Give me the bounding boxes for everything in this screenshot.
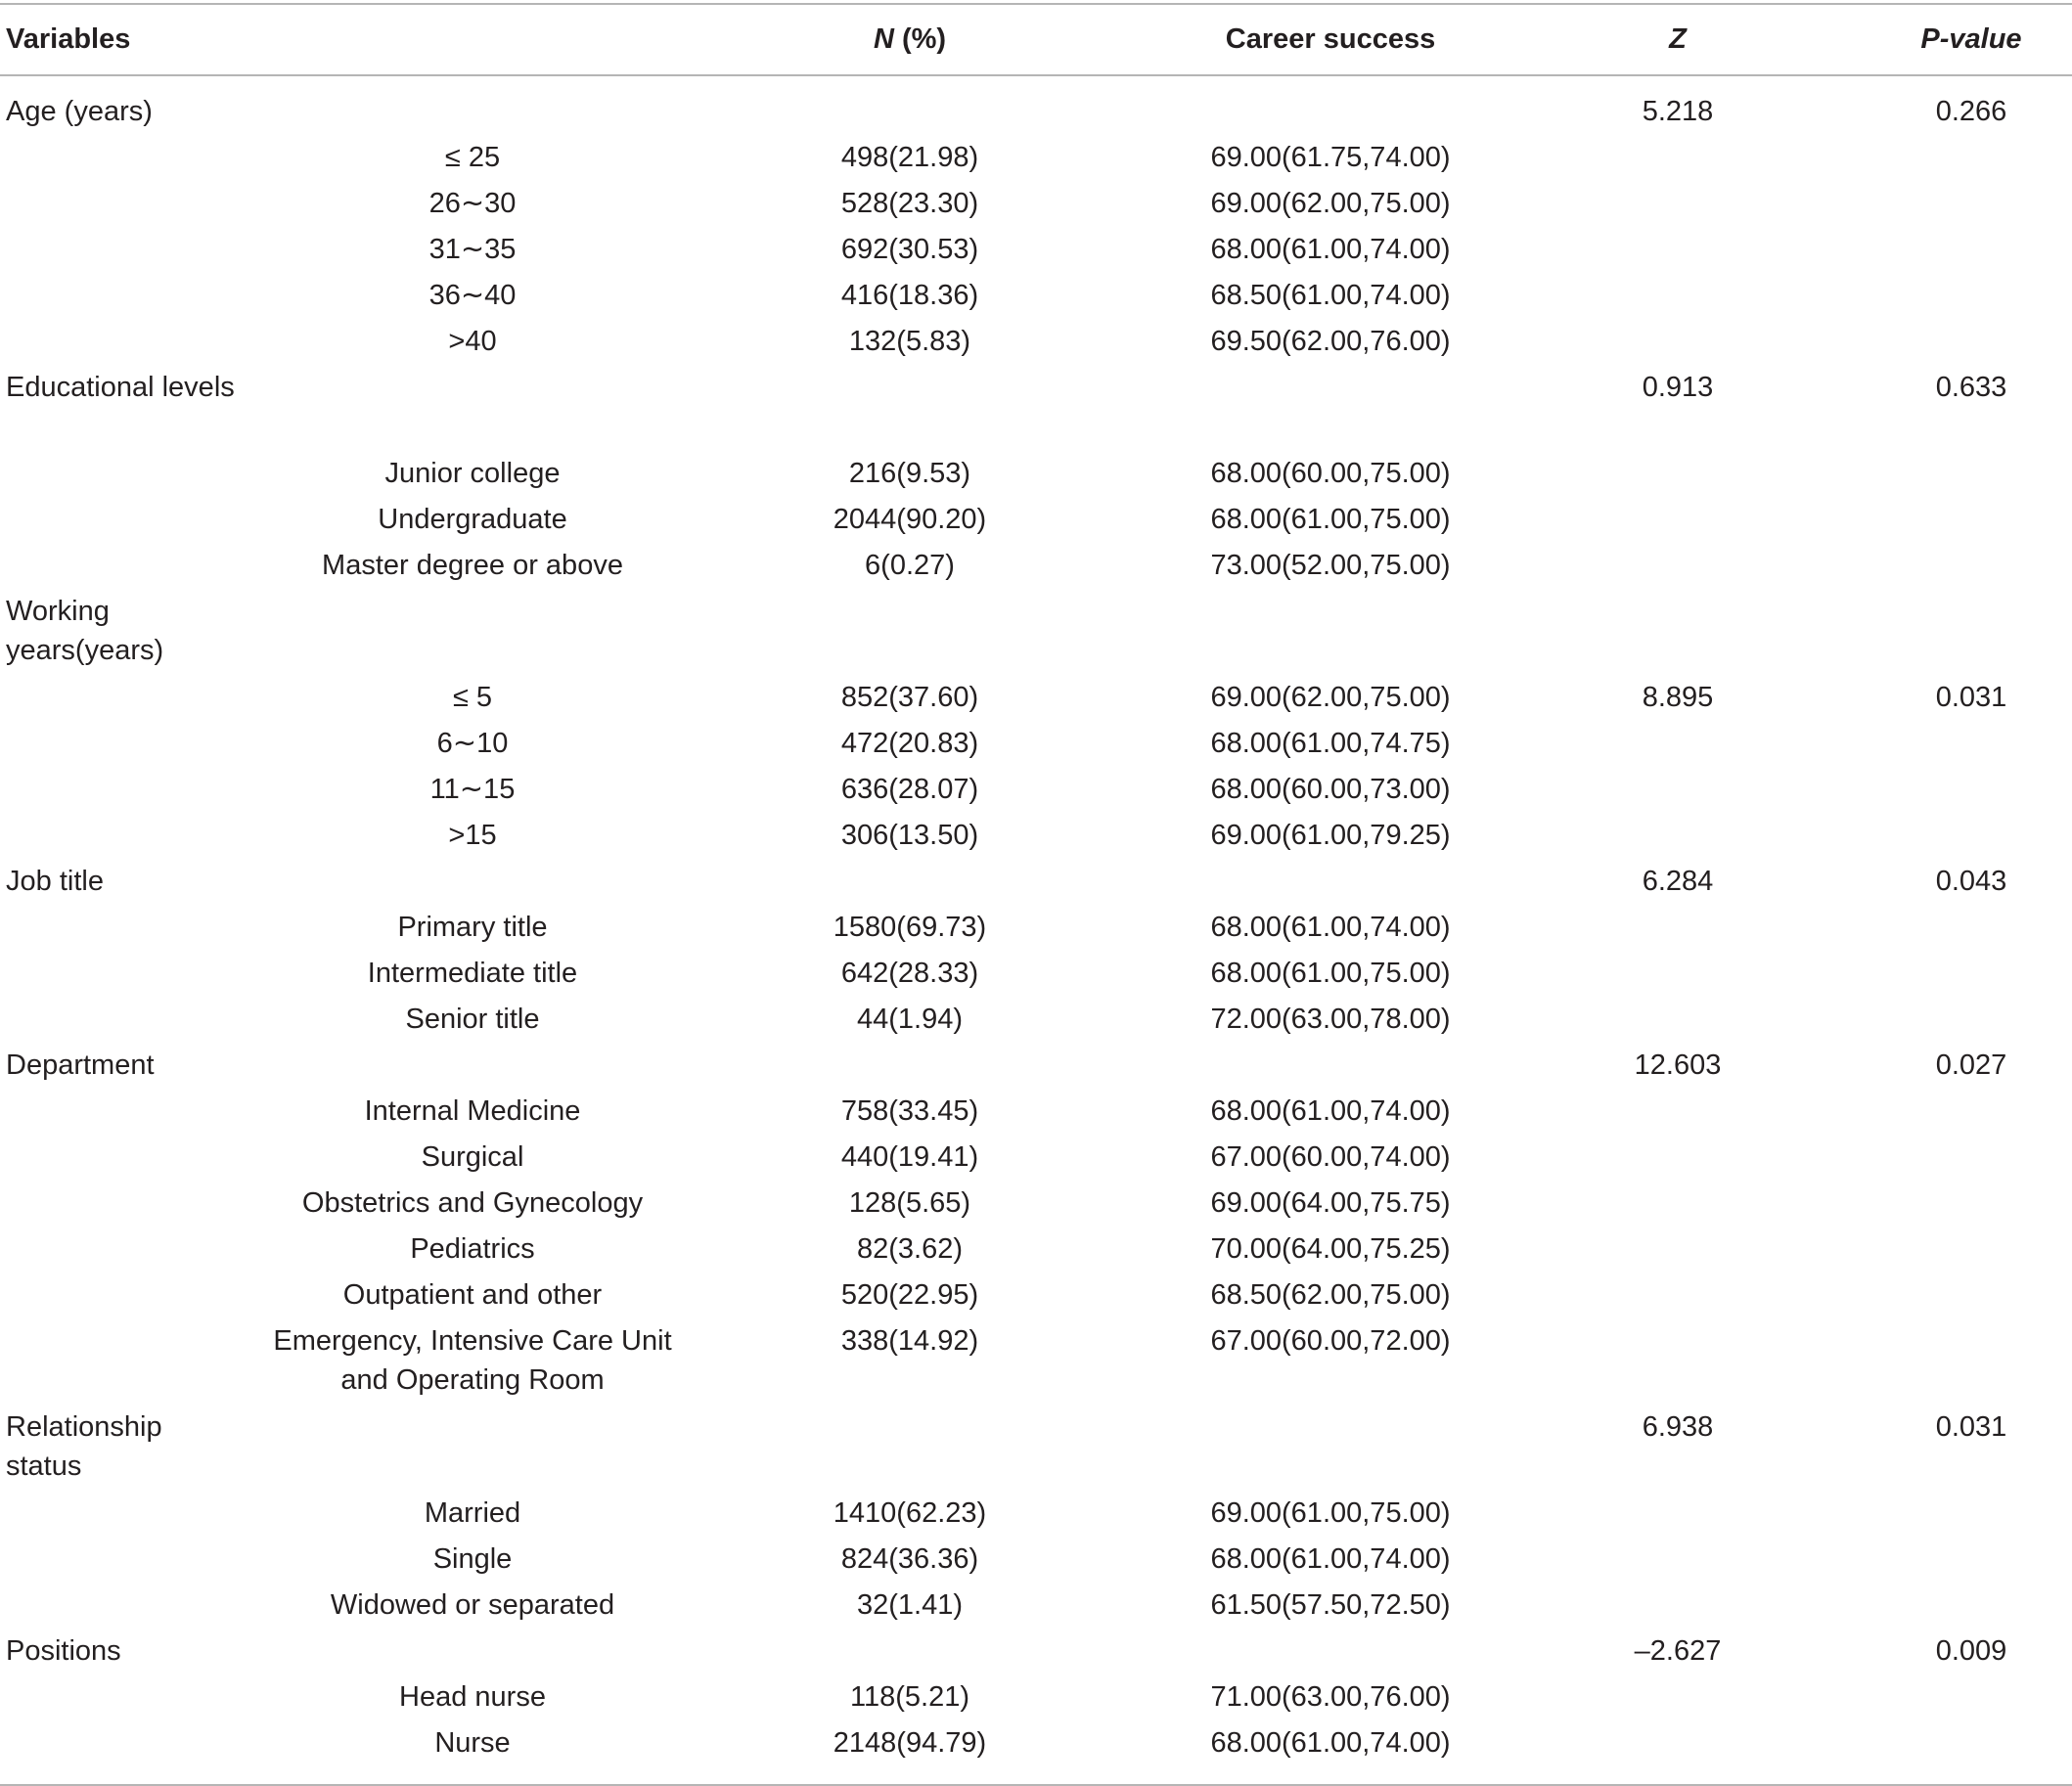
- header-p-value: [1873, 20, 2069, 59]
- group-label: Positions: [6, 1635, 121, 1667]
- n-percent-cell: 636(28.07): [840, 774, 979, 805]
- n-percent-cell: 852(37.60): [840, 682, 979, 713]
- career-success-cell: 68.00(61.00,75.00): [1210, 504, 1451, 535]
- category-label: 6∼10: [436, 728, 509, 759]
- n-percent-cell: 520(22.95): [840, 1279, 979, 1311]
- p-value-cell: 0.043: [1935, 866, 2007, 897]
- n-percent-cell: 528(23.30): [840, 188, 979, 219]
- n-percent-cell: 338(14.92): [840, 1325, 979, 1357]
- table-row: [0, 1272, 2072, 1317]
- z-cell: 8.895: [1642, 682, 1714, 713]
- category-label: Head nurse: [399, 1681, 546, 1713]
- table-row: [0, 720, 2072, 766]
- n-percent-cell: 440(19.41): [840, 1141, 979, 1173]
- category-label: 26∼30: [428, 188, 517, 219]
- n-percent-cell: 642(28.33): [840, 958, 979, 989]
- n-percent-cell: 82(3.62): [856, 1233, 963, 1265]
- p-value-cell: 0.027: [1935, 1049, 2007, 1081]
- career-success-cell: 68.00(60.00,73.00): [1210, 774, 1451, 805]
- table-group-row: [0, 364, 2072, 450]
- table-row: [0, 904, 2072, 950]
- category-label: Obstetrics and Gynecology: [301, 1187, 644, 1219]
- table-group-row: [0, 1628, 2072, 1674]
- p-value-cell: 0.009: [1935, 1635, 2007, 1667]
- table-row: [0, 226, 2072, 272]
- header-z-italic: Z: [1669, 23, 1687, 55]
- header-n-italic: N: [873, 23, 894, 55]
- header-n-rest: (%): [893, 23, 947, 55]
- header-n-percent: [812, 20, 1008, 59]
- z-cell: 12.603: [1634, 1049, 1722, 1081]
- table-row: [0, 1317, 2072, 1404]
- category-label: 31∼35: [428, 234, 517, 265]
- category-label: ≤ 25: [444, 142, 501, 173]
- z-cell: 6.938: [1642, 1411, 1714, 1443]
- n-percent-cell: 498(21.98): [840, 142, 979, 173]
- career-success-cell: 67.00(60.00,72.00): [1210, 1325, 1451, 1357]
- category-label: >15: [448, 820, 497, 851]
- table-row: [0, 450, 2072, 496]
- table-row: [0, 134, 2072, 180]
- table-group-row: [0, 858, 2072, 904]
- table-row: [0, 1719, 2072, 1765]
- category-label: Surgical: [421, 1141, 524, 1173]
- category-label: Widowed or separated: [330, 1589, 615, 1621]
- career-success-cell: 69.00(64.00,75.75): [1210, 1187, 1451, 1219]
- header-variables: Variables: [6, 23, 131, 55]
- category-label: Emergency, Intensive Care Unit and Operating Room: [273, 1325, 672, 1396]
- table-row: [0, 496, 2072, 542]
- table-top-rule: [0, 3, 2072, 5]
- n-percent-cell: 44(1.94): [856, 1004, 963, 1035]
- category-label: Single: [432, 1543, 513, 1575]
- career-success-cell: 68.50(62.00,75.00): [1210, 1279, 1451, 1311]
- career-success-cell: 69.00(62.00,75.00): [1210, 188, 1451, 219]
- category-label: Married: [424, 1497, 521, 1529]
- p-value-cell: 0.266: [1935, 96, 2007, 127]
- career-success-cell: 71.00(63.00,76.00): [1210, 1681, 1451, 1713]
- p-value-cell: 0.031: [1935, 682, 2007, 713]
- career-success-cell: 69.00(62.00,75.00): [1210, 682, 1451, 713]
- header-p-italic: P-value: [1920, 23, 2022, 55]
- n-percent-cell: 216(9.53): [848, 458, 971, 489]
- n-percent-cell: 824(36.36): [840, 1543, 979, 1575]
- n-percent-cell: 2044(90.20): [833, 504, 987, 535]
- career-success-cell: 72.00(63.00,78.00): [1210, 1004, 1451, 1035]
- n-percent-cell: 306(13.50): [840, 820, 979, 851]
- n-percent-cell: 128(5.65): [848, 1187, 971, 1219]
- career-success-cell: 61.50(57.50,72.50): [1210, 1589, 1451, 1621]
- category-label: Outpatient and other: [342, 1279, 603, 1311]
- category-label: >40: [448, 326, 497, 357]
- n-percent-cell: 118(5.21): [850, 1681, 969, 1713]
- table-group-row: [0, 588, 2072, 674]
- group-label: Department: [6, 1049, 155, 1081]
- table-row: [0, 1674, 2072, 1719]
- p-value-cell: 0.633: [1935, 372, 2007, 403]
- z-cell: 0.913: [1642, 372, 1714, 403]
- n-percent-cell: 472(20.83): [840, 728, 979, 759]
- category-label: 36∼40: [428, 280, 517, 311]
- category-label: Primary title: [397, 912, 548, 943]
- table-group-row: [0, 1042, 2072, 1088]
- category-label: Senior title: [405, 1004, 540, 1035]
- category-label: ≤ 5: [452, 682, 493, 713]
- table-row: [0, 1088, 2072, 1134]
- table-row: [0, 1490, 2072, 1536]
- n-percent-cell: 692(30.53): [840, 234, 979, 265]
- table-row: [0, 272, 2072, 318]
- n-percent-cell: 2148(94.79): [833, 1727, 987, 1759]
- table-body: [0, 88, 2072, 1765]
- table-row: [0, 1536, 2072, 1582]
- group-label: Educational levels: [6, 372, 235, 403]
- category-label: Internal Medicine: [364, 1095, 581, 1127]
- n-percent-cell: 32(1.41): [856, 1589, 963, 1621]
- category-label: Nurse: [434, 1727, 511, 1759]
- group-label: Relationship status: [6, 1411, 162, 1482]
- category-label: Intermediate title: [367, 958, 578, 989]
- n-percent-cell: 132(5.83): [848, 326, 971, 357]
- career-success-cell: 69.00(61.00,79.25): [1210, 820, 1451, 851]
- category-label: 11∼15: [429, 774, 516, 805]
- career-success-cell: 68.00(60.00,75.00): [1210, 458, 1451, 489]
- career-success-cell: 69.00(61.00,75.00): [1210, 1497, 1451, 1529]
- career-success-cell: 68.00(61.00,75.00): [1210, 958, 1451, 989]
- career-success-cell: 69.00(61.75,74.00): [1210, 142, 1451, 173]
- header-z: [1580, 20, 1776, 59]
- n-percent-cell: 1410(62.23): [833, 1497, 987, 1529]
- n-percent-cell: 1580(69.73): [833, 912, 987, 943]
- career-success-cell: 68.00(61.00,74.75): [1210, 728, 1451, 759]
- group-label: Working years(years): [6, 596, 164, 666]
- category-label: Pediatrics: [410, 1233, 535, 1265]
- category-label: Junior college: [384, 458, 561, 489]
- category-label: Undergraduate: [378, 504, 567, 535]
- table-row: [0, 674, 2072, 720]
- p-value-cell: 0.031: [1935, 1411, 2007, 1443]
- z-cell: 5.218: [1642, 96, 1714, 127]
- table-row: [0, 318, 2072, 364]
- header-career-success: Career success: [1225, 23, 1436, 55]
- table-row: [0, 1134, 2072, 1180]
- table-row: [0, 1226, 2072, 1272]
- table-row: [0, 180, 2072, 226]
- group-label: Age (years): [6, 96, 153, 127]
- career-success-cell: 70.00(64.00,75.25): [1210, 1233, 1451, 1265]
- career-success-cell: 73.00(52.00,75.00): [1210, 550, 1451, 581]
- table-row: [0, 950, 2072, 996]
- table-row: [0, 996, 2072, 1042]
- career-success-cell: 68.50(61.00,74.00): [1210, 280, 1451, 311]
- career-success-cell: 68.00(61.00,74.00): [1210, 1543, 1451, 1575]
- table-row: [0, 1180, 2072, 1226]
- table-row: [0, 1582, 2072, 1628]
- table-row: [0, 812, 2072, 858]
- n-percent-cell: 758(33.45): [840, 1095, 979, 1127]
- career-success-cell: 68.00(61.00,74.00): [1210, 1095, 1451, 1127]
- z-cell: –2.627: [1634, 1635, 1722, 1667]
- table-group-row: [0, 88, 2072, 134]
- career-success-cell: 67.00(60.00,74.00): [1210, 1141, 1451, 1173]
- career-success-cell: 68.00(61.00,74.00): [1210, 1727, 1451, 1759]
- career-success-cell: 68.00(61.00,74.00): [1210, 234, 1451, 265]
- career-success-cell: 69.50(62.00,76.00): [1210, 326, 1451, 357]
- category-label: Master degree or above: [322, 550, 623, 581]
- career-success-cell: 68.00(61.00,74.00): [1210, 912, 1451, 943]
- table-group-row: [0, 1404, 2072, 1490]
- n-percent-cell: 416(18.36): [840, 280, 979, 311]
- header-rule: [0, 74, 2072, 76]
- group-label: Job title: [6, 866, 104, 897]
- n-percent-cell: 6(0.27): [865, 550, 955, 581]
- z-cell: 6.284: [1642, 866, 1714, 897]
- table-row: [0, 766, 2072, 812]
- table-row: [0, 542, 2072, 588]
